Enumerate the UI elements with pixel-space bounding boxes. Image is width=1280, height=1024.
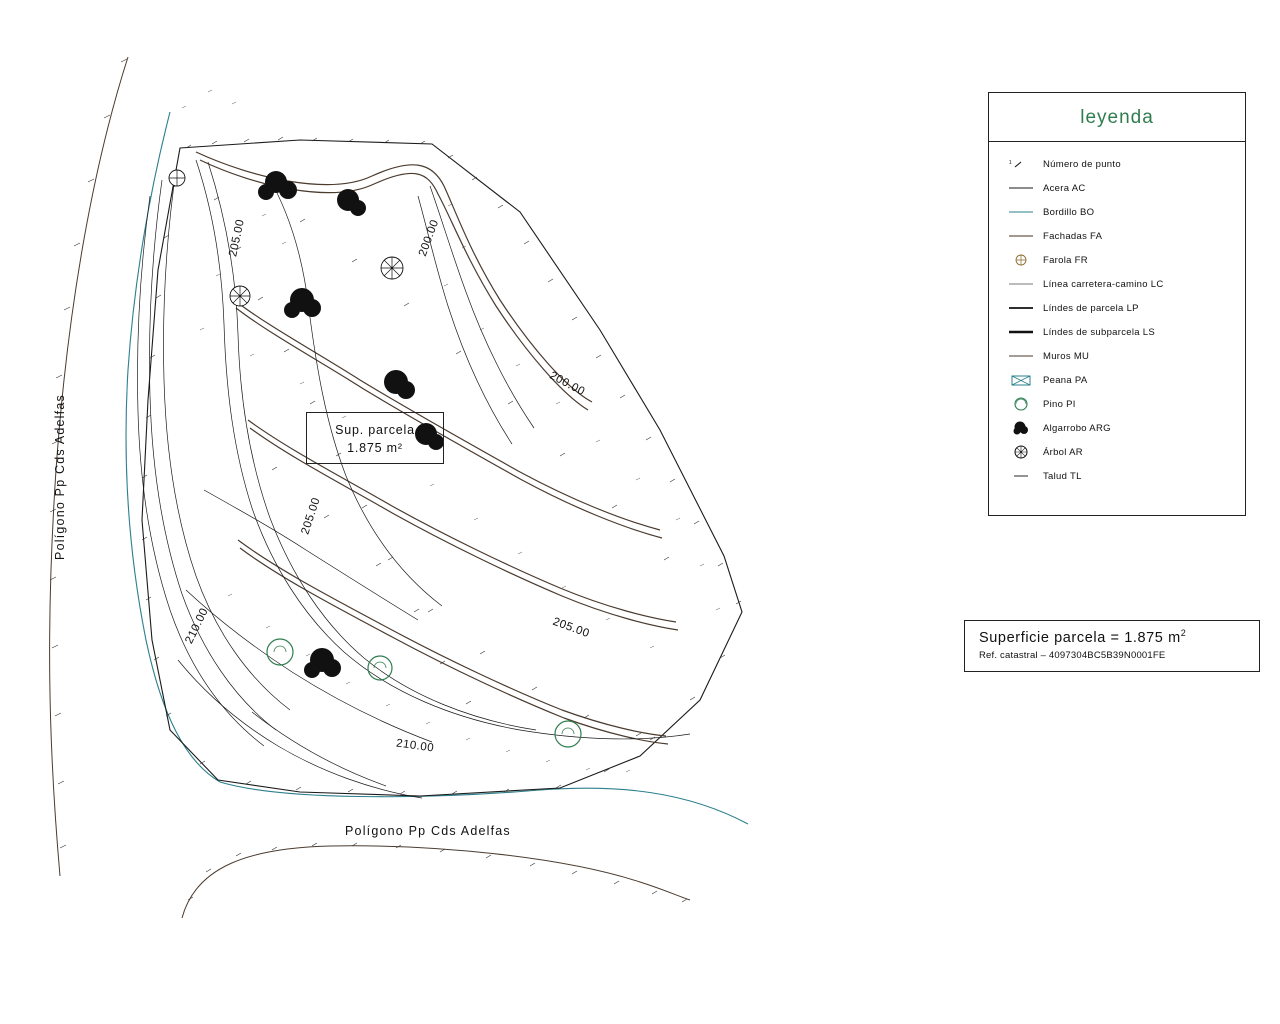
legend-label: Talud TL — [1043, 470, 1082, 482]
legend-item-linea-carretera — [1005, 272, 1229, 296]
legend-item-bordillo — [1005, 200, 1229, 224]
line-bo-icon — [1005, 203, 1037, 221]
carob-tree-icon — [1005, 419, 1037, 437]
legend-item-muros — [1005, 344, 1229, 368]
line-ac-icon — [1005, 179, 1037, 197]
legend-item-arbol — [1005, 440, 1229, 464]
surface-area-value: Superficie parcela = 1.875 m — [979, 629, 1181, 646]
legend-item-algarrobo — [1005, 416, 1229, 440]
legend-divider — [989, 141, 1245, 142]
pine-tree-icon — [1005, 395, 1037, 413]
line-tl-icon — [1005, 467, 1037, 485]
point-number-icon — [1005, 155, 1037, 173]
legend-label: Muros MU — [1043, 350, 1090, 362]
surface-area-unit-exponent: 2 — [1180, 628, 1187, 638]
contour-lines — [138, 160, 691, 798]
legend-item-lindes-subparcela — [1005, 320, 1229, 344]
contour-label: 210.00 — [183, 606, 211, 646]
parcel-surface-callout — [306, 412, 444, 464]
legend-label: Líndes de parcela LP — [1043, 302, 1139, 314]
svg-text:1: 1 — [1009, 160, 1013, 166]
parcel-callout-line1: Sup. parcela — [335, 423, 415, 437]
crosswalk-icon — [1005, 371, 1037, 389]
legend-label: Número de punto — [1043, 158, 1121, 170]
legend-item-pino — [1005, 392, 1229, 416]
legend-item-acera — [1005, 176, 1229, 200]
legend-item-peana — [1005, 368, 1229, 392]
tree-icon — [1005, 443, 1037, 461]
streetlight-icon — [1005, 251, 1037, 269]
legend-item-point-number — [1005, 152, 1229, 176]
contour-label: 205.00 — [551, 615, 592, 641]
bordillo-line — [126, 112, 748, 824]
cadastral-ref-text: Ref. catastral – 4097304BC5B39N0001FE — [979, 649, 1166, 661]
legend-panel — [988, 92, 1246, 516]
legend-label: Línea carretera-camino LC — [1043, 278, 1164, 290]
legend-label: Líndes de subparcela LS — [1043, 326, 1156, 338]
legend-label: Acera AC — [1043, 182, 1086, 194]
line-ls-icon — [1005, 323, 1037, 341]
legend-label: Árbol AR — [1043, 446, 1083, 458]
legend-label: Peana PA — [1043, 374, 1088, 386]
contour-label: 205.00 — [227, 218, 247, 258]
contour-label: 200.00 — [547, 369, 587, 399]
line-lp-icon — [1005, 299, 1037, 317]
legend-label: Farola FR — [1043, 254, 1088, 266]
line-lc-icon — [1005, 275, 1037, 293]
bottom-polygon-label: Polígono Pp Cds Adelfas — [345, 824, 511, 838]
line-mu-icon — [1005, 347, 1037, 365]
legend-label: Pino PI — [1043, 398, 1076, 410]
left-polygon-label: Polígono Pp Cds Adelfas — [53, 394, 67, 560]
contour-label: 205.00 — [299, 495, 323, 537]
legend-item-fachadas — [1005, 224, 1229, 248]
surface-info-box — [964, 620, 1260, 672]
legend-items — [989, 152, 1245, 488]
contour-label: 210.00 — [395, 737, 435, 755]
line-fa-icon — [1005, 227, 1037, 245]
legend-item-talud — [1005, 464, 1229, 488]
surface-area-text — [979, 628, 1249, 646]
parcel-callout-line2: 1.875 m² — [347, 441, 403, 456]
legend-label: Algarrobo ARG — [1043, 422, 1111, 434]
legend-label: Bordillo BO — [1043, 206, 1095, 218]
legend-item-lindes-parcela — [1005, 296, 1229, 320]
bottom-road-line — [182, 843, 690, 918]
contour-label: 200.00 — [416, 218, 442, 258]
legend-label: Fachadas FA — [1043, 230, 1103, 242]
legend-title: leyenda — [1080, 107, 1154, 128]
legend-item-farola — [1005, 248, 1229, 272]
